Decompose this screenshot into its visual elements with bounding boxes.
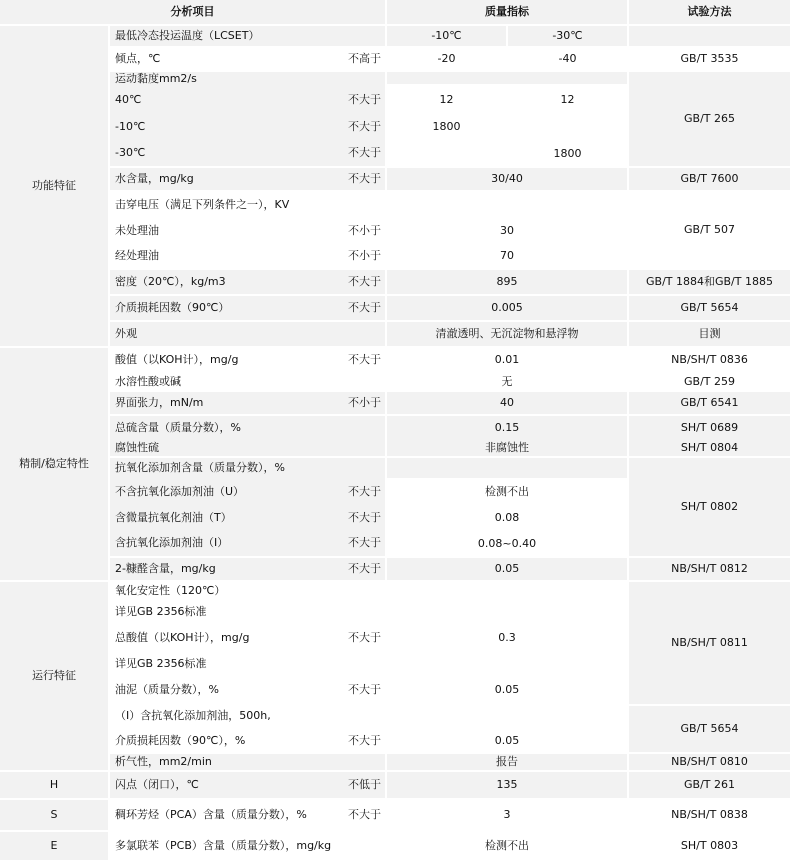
method-viscosity: GB/T 265 xyxy=(629,72,790,166)
limit-sludge: 不大于 xyxy=(348,682,381,696)
limit-untreated-oil: 不小于 xyxy=(348,223,381,237)
item-antioxidant-t: 含微量抗氧化剂油（T） xyxy=(110,506,340,530)
group-functional: 功能特征 xyxy=(0,26,108,346)
item-antioxidant-i: 含抗氧化添加剂油（I） xyxy=(110,530,340,556)
limit-interfacial-tension: 不小于 xyxy=(340,392,385,414)
limit-pca: 不大于 xyxy=(348,807,381,821)
item-see-gb2356-b: 详见GB 2356标准 xyxy=(115,656,207,670)
value-pour-point-2: -40 xyxy=(558,51,577,65)
limit-dielectric-loss-2: 不大于 xyxy=(348,733,381,747)
item-gassing: 析气性，mm2/min xyxy=(110,754,385,770)
value-interfacial-tension: 40 xyxy=(387,392,627,414)
method-appearance: 目测 xyxy=(629,322,790,346)
value-total-acid: 0.3 xyxy=(498,630,516,644)
header-test-method: 试验方法 xyxy=(629,0,790,24)
item-furfural: 2-糠醛含量，mg/kg xyxy=(110,558,340,580)
method-density: GB/T 1884和GB/T 1885 xyxy=(629,270,790,294)
value-gassing: 报告 xyxy=(387,754,627,770)
method-furfural: NB/SH/T 0812 xyxy=(629,558,790,580)
item-treated-oil: 经处理油 xyxy=(115,248,159,262)
limit-furfural: 不大于 xyxy=(340,558,385,580)
method-dielectric-loss: GB/T 5654 xyxy=(629,296,790,320)
item-flash-point: 闪点（闭口），℃ xyxy=(110,772,340,798)
limit-acid-value: 不大于 xyxy=(348,352,381,366)
value-viscosity-m10: 1800 xyxy=(432,119,461,133)
item-viscosity-m30: -30℃ xyxy=(110,140,340,166)
value-water: 30/40 xyxy=(387,168,627,190)
value-appearance: 清澈透明、无沉淀物和悬浮物 xyxy=(387,322,627,346)
item-viscosity-40: 40℃ xyxy=(110,86,340,114)
limit-density: 不大于 xyxy=(340,270,385,294)
value-water-soluble: 无 xyxy=(501,374,513,388)
value-viscosity-m30: 1800 xyxy=(553,146,582,160)
value-untreated-oil: 30 xyxy=(500,223,514,237)
item-dielectric-loss: 介质损耗因数（90℃） xyxy=(110,296,340,320)
value-corrosive-sulfur: 非腐蚀性 xyxy=(387,440,627,456)
item-pcb: 多氯联苯（PCB）含量（质量分数），mg/kg xyxy=(115,838,332,852)
item-total-sulfur: 总硫含量（质量分数），% xyxy=(110,416,385,440)
item-oxidation-stability: 氧化安定性（120℃） xyxy=(115,583,226,597)
value-viscosity-40-2: 12 xyxy=(560,92,575,106)
item-viscosity: 运动黏度mm2/s xyxy=(110,72,385,86)
item-sludge: 油泥（质量分数），% xyxy=(115,682,219,696)
header-analysis-item: 分析项目 xyxy=(0,0,385,24)
item-i-oil-500h: （I）含抗氧化添加剂油，500h, xyxy=(115,708,271,722)
value-total-sulfur: 0.15 xyxy=(387,416,627,440)
value-pcb: 检测不出 xyxy=(485,838,529,852)
item-pca: 稠环芳烃（PCA）含量（质量分数），% xyxy=(115,807,307,821)
method-corrosive-sulfur: SH/T 0804 xyxy=(629,440,790,456)
method-interfacial-tension: GB/T 6541 xyxy=(629,392,790,414)
limit-water: 不大于 xyxy=(340,168,385,190)
item-antioxidant-u: 不含抗氧化添加剂油（U） xyxy=(110,478,340,506)
value-dielectric-loss-2: 0.05 xyxy=(494,733,520,747)
header-quality-index: 质量指标 xyxy=(387,0,627,24)
value-antioxidant-u: 检测不出 xyxy=(485,484,529,498)
method-pca: NB/SH/T 0838 xyxy=(671,807,748,821)
method-acid-value: NB/SH/T 0836 xyxy=(671,352,748,366)
item-water-soluble: 水溶性酸或碱 xyxy=(115,374,181,388)
item-breakdown-voltage: 击穿电压（满足下列条件之一），KV xyxy=(115,197,290,211)
item-see-gb2356-a: 详见GB 2356标准 xyxy=(115,604,207,618)
method-dielectric-loss-2: GB/T 5654 xyxy=(629,706,790,752)
limit-dielectric-loss: 不大于 xyxy=(340,296,385,320)
limit-pour-point: 不高于 xyxy=(348,51,381,65)
value-viscosity-header xyxy=(387,72,627,84)
limit-viscosity-m10: 不大于 xyxy=(340,114,385,140)
method-water-soluble: GB/T 259 xyxy=(684,374,735,388)
item-pour-point: 倾点，℃ xyxy=(115,51,161,65)
value-acid-value: 0.01 xyxy=(494,352,520,366)
value-viscosity-40-1: 12 xyxy=(439,92,454,106)
limit-viscosity-40: 不大于 xyxy=(340,86,385,114)
method-flash-point: GB/T 261 xyxy=(629,772,790,798)
value-antioxidant-i: 0.08~0.40 xyxy=(477,536,537,550)
value-density: 895 xyxy=(387,270,627,294)
item-untreated-oil: 未处理油 xyxy=(115,223,159,237)
group-operating: 运行特征 xyxy=(0,582,108,770)
item-interfacial-tension: 界面张力，mN/m xyxy=(110,392,340,414)
value-lcset-2: -30℃ xyxy=(508,26,627,46)
method-oxidation: NB/SH/T 0811 xyxy=(629,582,790,704)
value-furfural: 0.05 xyxy=(387,558,627,580)
item-lcset: 最低冷态投运温度（LCSET） xyxy=(110,26,385,46)
item-acid-value: 酸值（以KOH计），mg/g xyxy=(115,352,239,366)
item-total-acid: 总酸值（以KOH计），mg/g xyxy=(115,630,250,644)
value-pour-point-1: -20 xyxy=(437,51,456,65)
method-water: GB/T 7600 xyxy=(629,168,790,190)
method-total-sulfur: SH/T 0689 xyxy=(629,416,790,440)
limit-antioxidant-i: 不大于 xyxy=(340,530,385,556)
value-viscosity-m10-empty xyxy=(508,116,627,138)
item-water: 水含量，mg/kg xyxy=(110,168,340,190)
value-sludge: 0.05 xyxy=(494,682,520,696)
method-gassing: NB/SH/T 0810 xyxy=(629,754,790,770)
limit-flash-point: 不低于 xyxy=(340,772,385,798)
value-antioxidant-header xyxy=(387,458,627,478)
value-lcset-1: -10℃ xyxy=(387,26,506,46)
limit-antioxidant-t: 不大于 xyxy=(340,506,385,530)
item-antioxidant: 抗氧化添加剂含量（质量分数），% xyxy=(110,458,385,478)
group-h: H xyxy=(0,772,108,798)
method-pcb: SH/T 0803 xyxy=(680,838,739,852)
group-e: E xyxy=(0,832,108,860)
method-lcset xyxy=(629,26,790,46)
method-breakdown-voltage: GB/T 507 xyxy=(684,222,735,236)
value-flash-point: 135 xyxy=(387,772,627,798)
group-s: S xyxy=(0,800,108,830)
item-dielectric-loss-2: 介质损耗因数（90℃），% xyxy=(115,733,246,747)
limit-antioxidant-u: 不大于 xyxy=(340,478,385,506)
value-antioxidant-t: 0.08 xyxy=(494,510,520,524)
value-treated-oil: 70 xyxy=(500,248,514,262)
limit-total-acid: 不大于 xyxy=(348,630,381,644)
limit-treated-oil: 不小于 xyxy=(348,248,381,262)
item-corrosive-sulfur: 腐蚀性硫 xyxy=(110,440,385,456)
item-viscosity-m10: -10℃ xyxy=(110,114,340,140)
item-appearance: 外观 xyxy=(110,322,385,346)
value-viscosity-m30-empty xyxy=(387,142,506,166)
item-density: 密度（20℃），kg/m3 xyxy=(110,270,340,294)
value-pca: 3 xyxy=(503,807,511,821)
method-pour-point: GB/T 3535 xyxy=(680,51,739,65)
limit-viscosity-m30: 不大于 xyxy=(340,140,385,166)
method-antioxidant: SH/T 0802 xyxy=(629,458,790,556)
group-refining-stability: 精制/稳定特性 xyxy=(0,348,108,580)
value-dielectric-loss: 0.005 xyxy=(387,296,627,320)
